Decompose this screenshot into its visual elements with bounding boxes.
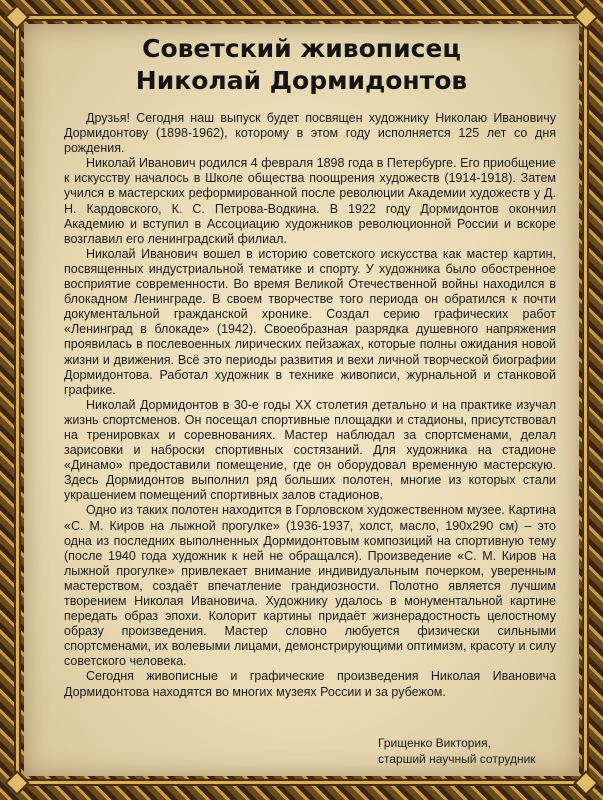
author-signature xyxy=(378,735,568,767)
page-title-line-1: Советский живописец xyxy=(142,34,461,63)
paragraph-intro: Друзья! Сегодня наш выпуск будет посвящен художнику Николаю Ивановичу Дормидонтову (1898-1962), которому в этом году исполняется 125 лет со дня рождения. xyxy=(64,111,556,156)
paragraph-museums: Сегодня живописные и графические произведения Николая Ивановича Дормидонтова находятся во многих музеях России и за рубежом. xyxy=(64,669,556,699)
article-body xyxy=(64,111,556,700)
author-position: старший научный сотрудник xyxy=(378,752,536,766)
paragraph-themes: Николай Иванович вошел в историю советского искусства как мастер картин, посвященных индустриальной тематике и спорту. У художника было обостренное восприятие современности. Во время Великой Отечественной войны находился в блокадном Ленинграде. В своем творчестве того периода он обратился к почти документальной гражданской хронике. Создал серию графических работ «Ленинград в блокаде» (1942). Своеобразная разрядка душевного напряжения проявилась в послевоенных лирических пейзажах, которые полны ожидания новой жизни и движения. Всё это периоды развития и вехи личной творческой биографии Дормидонтова. Работал художник в технике живописи, журнальной и станковой графике. xyxy=(64,246,556,397)
paragraph-biography: Николай Иванович родился 4 февраля 1898 года в Петербурге. Его приобщение к искусству началось в Школе общества поощрения художеств (1914-1918). Затем учился в мастерских реформированной после революции Академии художеств у Д. Н. Кардовского, К. С. Петрова-Водкина. В 1922 году Дормидонтов окончил Академию и вступил в Ассоциацию художников революционной России и вскоре возглавил его ленинградский филиал. xyxy=(64,156,556,246)
author-name: Грищенко Виктория, xyxy=(378,736,491,750)
paragraph-painting: Одно из таких полотен находится в Горловском художественном музее. Картина «С. М. Киров на лыжной прогулке» (1936-1937, холст, масло, 190х290 см) – это одна из последних выполненных Дормидонтовым композиций на спортивную тему (после 1940 года художник к ней не обращался). Произведение «С. М. Киров на лыжной прогулке» привлекает внимание индивидуальным почерком, уверенным мастерством, создаёт впечатление грандиозности. Полотно является лучшим творением Николая Ивановича. Художнику удалось в монументальной картине передать образ эпохи. Колорит картины придаёт жизнерадостность целостному образу произведения. Мастер словно любуется физически сильными спортсменами, их волевыми лицами, демонстрирующими оптимизм, красоту и силу советского человека. xyxy=(64,503,556,669)
page-title-line-2: Николай Дормидонтов xyxy=(135,66,468,95)
paragraph-sport: Николай Дормидонтов в 30-е годы XX столетия детально и на практике изучал жизнь спортсменов. Он посещал спортивные площадки и стадионы, присутствовал на тренировках и соревнованиях. Мастер наблюдал за спортсменами, делал зарисовки и наброски спортивных состязаний. Для художника на стадионе «Динамо» предоставили помещение, где он оборудовал временную мастерскую. Здесь Дормидонтов выполнил ряд больших полотен, многие из которых стали украшением помещений спортивных залов стадионов. xyxy=(64,397,556,503)
